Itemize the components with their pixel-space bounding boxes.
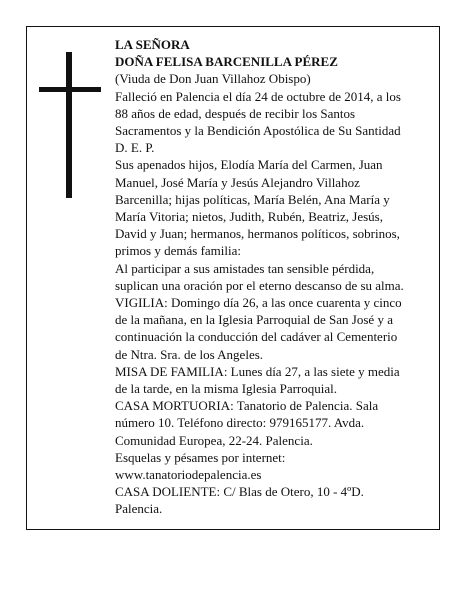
text-line: suplican una oración por el eterno descanso de su alma. bbox=[115, 277, 404, 293]
text-line: CASA MORTUORIA: Tanatorio de Palencia. Sala bbox=[115, 398, 379, 414]
text-line: 88 años de edad, después de recibir los Santos bbox=[115, 105, 356, 121]
text-line: David y Juan; hermanos, hermanos políticos, sobrinos, bbox=[115, 226, 400, 242]
text-line: número 10. Teléfono directo: 979165177. Avda. bbox=[115, 415, 365, 431]
heading-title: LA SEÑORA bbox=[115, 37, 190, 52]
text-line: de la tarde, en la misma Iglesia Parroquial. bbox=[115, 381, 338, 397]
text-line: primos y demás familia: bbox=[115, 243, 242, 259]
cross-icon-bar bbox=[39, 87, 101, 92]
text-line: María Vitoria; nietos, Judith, Rubén, Beatriz, Jesús, bbox=[115, 209, 383, 225]
text-line: continuación la conducción del cadáver al Cementerio bbox=[115, 329, 398, 345]
text-line: Esquelas y pésames por internet: bbox=[115, 449, 286, 465]
text-line: MISA DE FAMILIA: Lunes día 27, a las siete y media bbox=[115, 363, 400, 379]
obituary-text bbox=[115, 36, 431, 518]
text-line: Barcenilla; hijas políticas, María Belén, Ana María y bbox=[115, 191, 390, 207]
text-line: Comunidad Europea, 22-24. Palencia. bbox=[115, 432, 313, 448]
deceased-name: DOÑA FELISA BARCENILLA PÉREZ bbox=[115, 54, 338, 70]
text-line: Sacramentos y la Bendición Apostólica de Su Santidad bbox=[115, 123, 401, 139]
text-line: www.tanatoriodepalencia.es bbox=[115, 467, 262, 483]
text-line: D. E. P. bbox=[115, 140, 155, 156]
subtitle-widow: (Viuda de Don Juan Villahoz Obispo) bbox=[115, 71, 311, 87]
text-line: de la mañana, en la Iglesia Parroquial de San José y a bbox=[115, 312, 393, 328]
text-line: Palencia. bbox=[115, 501, 163, 517]
text-line: Manuel, José María y Jesús Alejandro Villahoz bbox=[115, 174, 360, 190]
text-line: CASA DOLIENTE: C/ Blas de Otero, 10 - 4ºD. bbox=[115, 484, 364, 500]
text-line: Al participar a sus amistades tan sensible pérdida, bbox=[115, 260, 375, 276]
text-line: VIGILIA: Domingo día 26, a las once cuarenta y cinco bbox=[115, 295, 402, 311]
text-line: Falleció en Palencia el día 24 de octubre de 2014, a los bbox=[115, 88, 401, 104]
cross-icon bbox=[66, 52, 72, 198]
text-line: Sus apenados hijos, Elodía María del Carmen, Juan bbox=[115, 157, 383, 173]
text-line: de Ntra. Sra. de los Angeles. bbox=[115, 346, 264, 362]
